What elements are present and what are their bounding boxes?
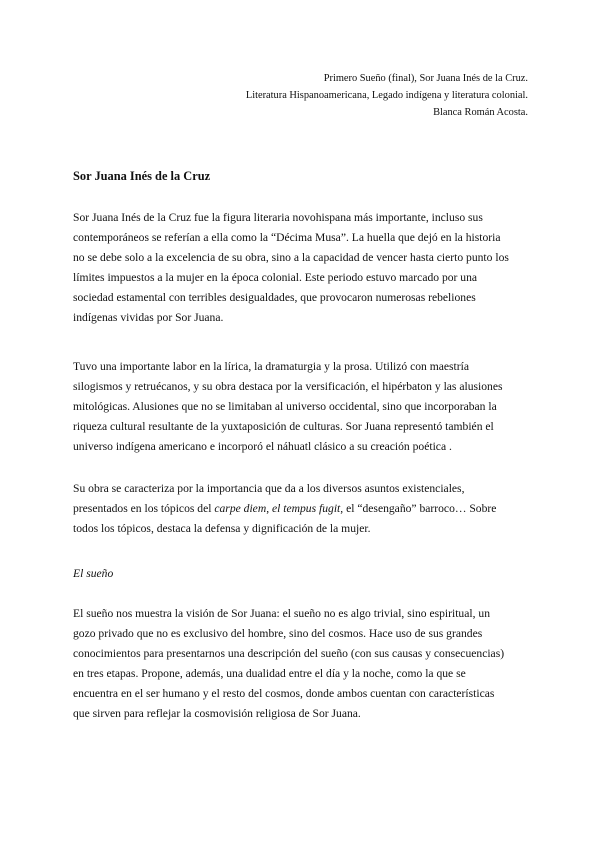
document-header <box>246 70 528 121</box>
paragraph-themes <box>73 479 529 539</box>
text-line: no se debe solo a la excelencia de su obra, sino a la capacidad de vencer hasta cierto punto los <box>73 250 509 264</box>
text-line: Sor Juana Inés de la Cruz fue la figura literaria novohispana más importante, incluso sus <box>73 211 483 224</box>
text-line <box>73 499 529 519</box>
text-line: gozo privado que no es exclusivo del hombre, sino del cosmos. Hace uso de sus grandes <box>73 626 483 640</box>
text-line: Su obra se caracteriza por la importancia que da a los diversos asuntos existenciales, <box>73 482 465 495</box>
text-line: todos los tópicos, destaca la defensa y dignificación de la mujer. <box>73 521 371 535</box>
document-title: Sor Juana Inés de la Cruz <box>73 169 211 183</box>
text-line: sociedad estamental con terribles desigualdades, que provocaron numerosas rebeliones <box>73 290 476 304</box>
text-line: El sueño nos muestra la visión de Sor Juana: el sueño no es algo trivial, sino espiritual, un <box>73 607 490 620</box>
text-line: mitológicas. Alusiones que no se limitaban al universo occidental, sino que incorporaban la <box>73 399 497 413</box>
text-line: contemporáneos se referían a ella como la “Décima Musa”. La huella que dejó en la historia <box>73 230 501 244</box>
text-line: conocimientos para presentarnos una descripción del sueño (con sus causas y consecuencias) <box>73 646 505 660</box>
header-line-course: Literatura Hispanoamericana, Legado indígena y literatura colonial. <box>245 90 528 101</box>
paragraph-el-sueno <box>73 604 529 723</box>
text-run: , <box>266 501 272 515</box>
header-line-author: Blanca Román Acosta. <box>433 107 528 118</box>
text-line: encuentra en el ser humano y el resto del cosmos, donde ambos cuentan con características <box>73 686 495 700</box>
header-line-work: Primero Sueño (final), Sor Juana Inés de la Cruz. <box>323 73 528 84</box>
text-line: que sirven para reflejar la cosmovisión religiosa de Sor Juana. <box>73 706 361 720</box>
text-line: universo indígena americano e incorporó el náhuatl clásico a su creación poética . <box>73 439 452 453</box>
text-line: Tuvo una importante labor en la lírica, la dramaturgia y la prosa. Utilizó con maestría <box>73 360 470 373</box>
paragraph-work <box>73 357 529 457</box>
text-line: indígenas vividas por Sor Juana. <box>73 310 224 324</box>
text-line: en tres etapas. Propone, además, una dualidad entre el día y la noche, como la que se <box>73 666 466 680</box>
text-line: riqueza cultural resultante de la yuxtaposición de culturas. Sor Juana representó también el <box>73 419 494 433</box>
text-run: , el “desengaño” barroco… Sobre <box>340 501 497 515</box>
text-line: límites impuestos a la mujer en la época colonial. Este periodo estuvo marcado por una <box>73 270 478 284</box>
section-subheading: El sueño <box>73 567 114 580</box>
text-line: silogismos y retruécanos, y su obra destaca por la versificación, el hipérbaton y las alusiones <box>73 379 503 393</box>
paragraph-intro <box>73 208 529 327</box>
text-run: presentados en los tópicos del <box>73 501 215 515</box>
latin-topic-tempus-fugit: el tempus fugit <box>272 501 341 515</box>
latin-topic-carpe-diem: carpe diem <box>214 501 267 515</box>
